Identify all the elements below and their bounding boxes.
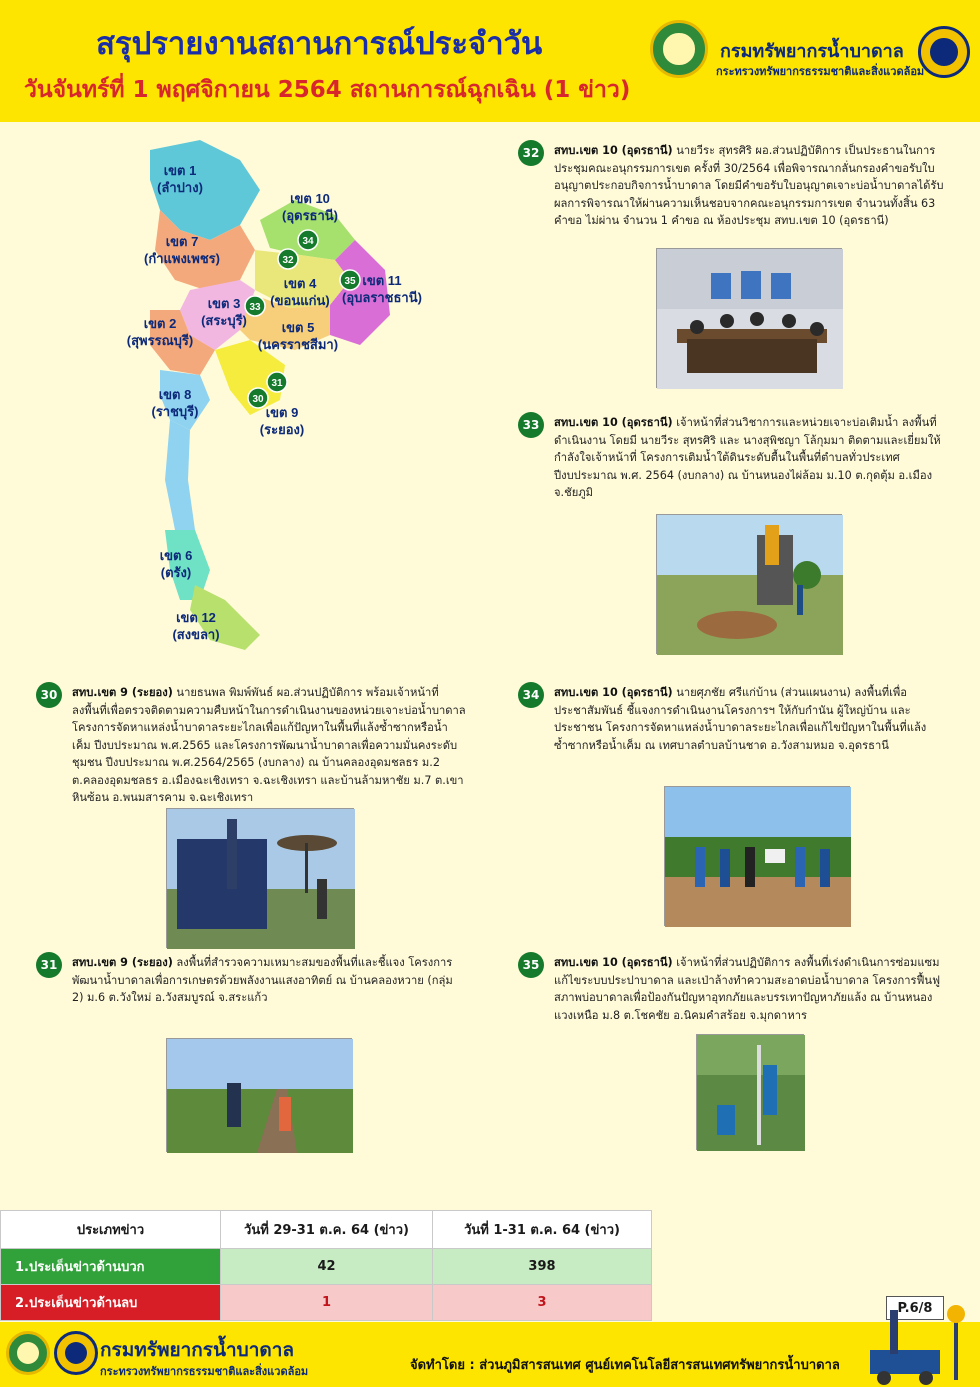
marker-label: 30 xyxy=(252,394,264,405)
news-photo-meeting xyxy=(656,248,842,388)
news-lead: สทบ.เขต 9 (ระยอง) xyxy=(72,686,173,699)
region-label: เขต 7 xyxy=(165,234,199,249)
news-lead: สทบ.เขต 9 (ระยอง) xyxy=(72,956,173,969)
org-ministry: กระทรวงทรัพยากรธรรมชาติและสิ่งแวดล้อม xyxy=(716,65,925,78)
news-lead: สทบ.เขต 10 (อุดรธานี) xyxy=(554,686,673,699)
thailand-region-map xyxy=(120,130,422,670)
table-header: วันที่ 1-31 ต.ค. 64 (ข่าว) xyxy=(433,1211,652,1249)
news-body xyxy=(554,954,948,1024)
table-row xyxy=(1,1285,652,1321)
news-body xyxy=(72,954,466,1007)
news-text: นายวีระ สุทรศิริ ผอ.ส่วนปฏิบัติการ เป็นประธานในการประชุมคณะอนุกรรมการเขต ครั้งที่ 30/2564 เพื่อพิจารณากลั่นกรองคำขอรับใบอนุญาตประกอบกิจการน้ำบาดาล โดยมีคำขอรับใบอนุญาตเจาะบ่อน้ำบาดาลได้รับผลการพิจารณาให้ผ่านความเห็นชอบจากคณะอนุกรรมการเขต จำนวนทั้งสิ้น 63 คำขอ ไม่ผ่าน จำนวน 1 คำขอ ณ ห้องประชุม สทบ.เขต 10 (อุดรธานี) xyxy=(554,144,944,227)
news-text: ลงพื้นที่สำรวจความเหมาะสมของพื้นที่และชี้แจง โครงการพัฒนาน้ำบาดาลเพื่อการเกษตรด้วยพลังงานแสงอาทิตย์ ณ บ้านคลองหวาย (กลุ่ม 2) ม.6 ต.วังใหม่ อ.วังสมบูรณ์ จ.สระแก้ว xyxy=(72,956,453,1004)
marker-label: 35 xyxy=(344,276,356,287)
region-city: (อุดรธานี) xyxy=(281,208,339,223)
news-text: นายธนพล พิมพ์พันธ์ ผอ.ส่วนปฏิบัติการ พร้อมเจ้าหน้าที่ลงพื้นที่เพื่อตรวจติดตามความคืบหน้าในการดำเนินงานของหน่วยเจาะบ่อน้ำบาดาล โครงการจัดหาแหล่งน้ำบาดาลระยะไกลเพื่อแก้ปัญหาในพื้นที่แล้งซ้ำซากหรือน้ำเค็ม ปีงบประมาณ พ.ศ.2565 และโครงการพัฒนาน้ำบาดาลเพื่อความมั่นคงระดับชุมชน ปีงบประมาณ พ.ศ.2564/2565 (งบกลาง) ณ บ้านคลองอุดมชลธร ม.2 ต.คลองอุดมชลธร อ.เมืองฉะเชิงเทรา จ.ฉะเชิงเทรา และบ้านล้ามหาชัย ม.7 ต.เขาหินซ้อน อ.พนมสารคาม จ.ฉะเชิงเทรา xyxy=(72,686,466,804)
news-body xyxy=(554,414,948,502)
region-label: เขต 2 xyxy=(143,316,177,331)
region-label: เขต 3 xyxy=(207,296,241,311)
row-value: 1 xyxy=(221,1285,433,1321)
news-lead: สทบ.เขต 10 (อุดรธานี) xyxy=(554,956,673,969)
news-body xyxy=(554,684,948,754)
region-city: (ลำปาง) xyxy=(157,180,203,195)
marker-label: 31 xyxy=(271,378,283,389)
region-city: (อุบลราชธานี) xyxy=(342,290,422,305)
news-number: 31 xyxy=(36,952,62,978)
ministry-logo xyxy=(54,1331,98,1375)
news-text: เจ้าหน้าที่ส่วนปฏิบัติการ ลงพื้นที่เร่งดำเนินการซ่อมแซม แก้ไขระบบประปาบาดาล และเป่าล้างทำความสะอาดบ่อน้ำบาดาล โครงการฟื้นฟูสภาพบ่อบาดาลเพื่อป้องกันปัญหาอุทกภัยและบรรเทาปัญหาภัยแล้ง ณ บ้านหนองแวงเหนือ ม.8 ต.โชคชัย อ.นิคมคำสร้อย จ.มุกดาหาร xyxy=(554,956,941,1022)
region-label: เขต 8 xyxy=(158,387,192,402)
news-number: 32 xyxy=(518,140,544,166)
news-number: 34 xyxy=(518,682,544,708)
photo-drilling-illustration xyxy=(657,515,843,655)
photo-meeting-illustration xyxy=(657,249,843,389)
region-city: (ขอนแก่น) xyxy=(270,293,330,308)
region-city: (ระยอง) xyxy=(259,422,305,437)
region-city: (กำแพงเพชร) xyxy=(144,251,220,266)
row-value: 398 xyxy=(433,1249,652,1285)
region-city: (สระบุรี) xyxy=(201,313,247,328)
news-lead: สทบ.เขต 10 (อุดรธานี) xyxy=(554,416,673,429)
region-city: (สุพรรณบุรี) xyxy=(126,333,194,348)
marker-label: 32 xyxy=(282,255,294,266)
row-value: 42 xyxy=(221,1249,433,1285)
news-summary-table xyxy=(0,1210,652,1321)
photo-repair-illustration xyxy=(697,1035,805,1151)
news-item xyxy=(518,952,948,1032)
org-name: กรมทรัพยากรน้ำบาดาล xyxy=(720,41,904,62)
page-title: สรุปรายงานสถานการณ์ประจำวัน xyxy=(96,26,543,62)
department-logo xyxy=(650,20,708,78)
news-photo-repair xyxy=(696,1034,804,1150)
footer-org-ministry: กระทรวงทรัพยากรธรรมชาติและสิ่งแวดล้อม xyxy=(100,1365,309,1378)
region-label: เขต 4 xyxy=(283,276,317,291)
marker-label: 33 xyxy=(249,302,261,313)
news-number: 30 xyxy=(36,682,62,708)
news-body xyxy=(554,142,948,230)
region-label: เขต 1 xyxy=(163,163,197,178)
region-city: (ตรัง) xyxy=(160,565,192,580)
department-logo xyxy=(6,1331,50,1375)
region-city: (สงขลา) xyxy=(172,627,220,642)
footer-credit-text: ส่วนภูมิสารสนเทศ ศูนย์เทคโนโลยีสารสนเทศทรัพยากรน้ำบาดาล xyxy=(474,1358,840,1373)
news-number: 33 xyxy=(518,412,544,438)
footer-credit xyxy=(410,1354,840,1375)
footer-credit-label: จัดทำโดย : xyxy=(410,1358,475,1373)
footer-org-name: กรมทรัพยากรน้ำบาดาล xyxy=(100,1339,295,1361)
marker-label: 34 xyxy=(302,236,314,247)
news-photo-field xyxy=(166,1038,352,1152)
news-lead: สทบ.เขต 10 (อุดรธานี) xyxy=(554,144,673,157)
region-label: เขต 10 xyxy=(290,191,330,206)
news-photo-group xyxy=(664,786,850,926)
news-text: เจ้าหน้าที่ส่วนวิชาการและหน่วยเจาะบ่อเติมน้ำ ลงพื้นที่ดำเนินงาน โดยมี นายวีระ สุทรศิริ และ นางสุพิชญา โล้กุมมา ติดตามและเยี่ยมให้กำลังใจเจ้าหน้าที่ โครงการเติมน้ำใต้ดินระดับตื้นในพื้นที่ตำบลทั่วประเทศ ปีงบประมาณ พ.ศ. 2564 (งบกลาง) ณ บ้านหนองไผ่ล้อม ม.10 ต.กุดตุ้ม อ.เมือง จ.ชัยภูมิ xyxy=(554,416,941,499)
news-text: นายศุภชัย ศรีแก่บ้าน (ส่วนแผนงาน) ลงพื้นที่เพื่อประชาสัมพันธ์ ชี้แจงการดำเนินงานโครงการฯ ให้กับกำนัน ผู้ใหญ่บ้าน และประชาชน โครงการจัดหาแหล่งน้ำบาดาลระยะไกลเพื่อแก้ไขปัญหาในพื้นที่แล้งซ้ำซากหรือน้ำเค็ม ณ เทศบาลตำบลบ้านชาด อ.วังสามหมอ จ.อุดรธานี xyxy=(554,686,927,752)
news-body xyxy=(72,684,466,807)
news-item xyxy=(518,412,948,499)
ministry-logo xyxy=(918,26,970,78)
news-photo-truck xyxy=(166,808,354,948)
region-label: เขต 12 xyxy=(176,610,216,625)
news-number: 35 xyxy=(518,952,544,978)
news-item xyxy=(518,140,948,240)
region-label: เขต 9 xyxy=(265,405,299,420)
region-city: (ราชบุรี) xyxy=(151,404,199,419)
news-item xyxy=(36,952,466,1012)
region-label: เขต 11 xyxy=(362,273,402,288)
page-number: P.6/8 xyxy=(886,1296,944,1320)
table-header: ประเภทข่าว xyxy=(1,1211,221,1249)
news-photo-drilling xyxy=(656,514,842,654)
page-subtitle: วันจันทร์ที่ 1 พฤศจิกายน 2564 สถานการณ์ฉุกเฉิน (1 ข่าว) xyxy=(24,77,631,103)
region-label: เขต 6 xyxy=(159,548,193,563)
row-label: 1.ประเด็นข่าวด้านบวก xyxy=(1,1249,221,1285)
table-row xyxy=(1,1249,652,1285)
photo-field-illustration xyxy=(167,1039,353,1153)
row-value: 3 xyxy=(433,1285,652,1321)
photo-truck-illustration xyxy=(167,809,355,949)
region-label: เขต 5 xyxy=(281,320,315,335)
table-header-row xyxy=(1,1211,652,1249)
drill-rig-icon xyxy=(850,1300,976,1386)
row-label: 2.ประเด็นข่าวด้านลบ xyxy=(1,1285,221,1321)
news-item xyxy=(518,682,948,762)
table-header: วันที่ 29-31 ต.ค. 64 (ข่าว) xyxy=(221,1211,433,1249)
news-item xyxy=(36,682,466,802)
photo-group-illustration xyxy=(665,787,851,927)
region-city: (นครราชสีมา) xyxy=(257,337,339,352)
